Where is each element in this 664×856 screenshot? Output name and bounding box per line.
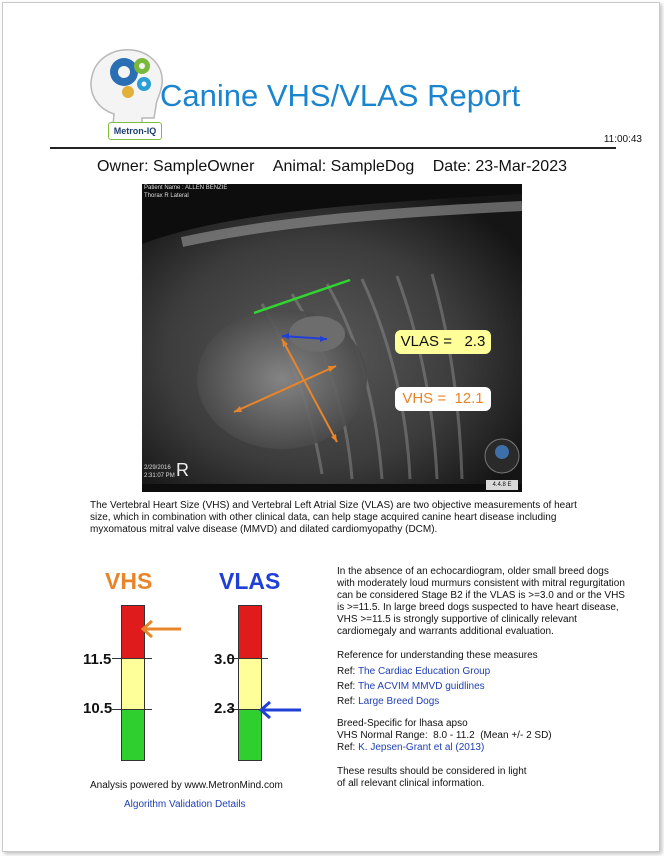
breed-heading: Breed-Specific for lhasa apso [337,718,468,729]
vlas-scale-bar [238,605,262,761]
closing-line-2: of all relevant clinical information. [337,778,485,789]
staging-paragraph: In the absence of an echocardiogram, older small breed dogs with moderately loud murmurs consistent with mitral regurgitation can be considered Stage B2 if the VLAS is >=3.0 and or the VHS is >=11.5. In large breed dogs suspected to have heart disease, VHS >=11.5 is strongly supportive of clinically relevant cardiomegaly and warrants additional evaluation. [337,566,625,637]
vlas-upper-threshold: 3.0 [214,651,235,668]
date-field: Date: 23-Mar-2023 [432,158,567,175]
xray-view: Thorax R Lateral [144,193,189,199]
vhs-zone-mid [122,659,144,710]
ref-link-acvim-guidelines[interactable]: The ACVIM MMVD guidlines [357,681,485,692]
vhs-upper-tick [112,658,152,659]
vhs-scale-title: VHS [105,568,153,594]
report-time: 11:00:43 [603,134,642,145]
animal-field: Animal: SampleDog [272,158,415,175]
vhs-value-arrow [138,619,182,639]
reference-heading: Reference for understanding these measures [337,650,538,661]
xray-time: 2:31:07 PM [144,473,175,479]
interpretation-column [337,566,627,790]
vlas-scale-title: VLAS [219,568,281,594]
radiograph-image [142,184,522,492]
xray-date: 2/29/2016 [144,465,171,471]
ref-link-jepsen-grant[interactable]: K. Jepsen-Grant et al (2013) [358,742,485,753]
vhs-upper-threshold: 11.5 [83,651,112,668]
closing-line-1: These results should be considered in light [337,766,527,777]
header-divider [50,147,616,149]
vhs-lower-tick [112,709,152,710]
patient-info [0,158,664,176]
ref-link-large-breed-dogs[interactable]: Large Breed Dogs [358,696,440,707]
xray-header [144,184,227,200]
intro-paragraph: The Vertebral Heart Size (VHS) and Vertebral Left Atrial Size (VLAS) are two objective measurements of heart size, which in combination with other clinical data, can help stage acquired canine heart disease including myxomatous mitral valve disease (MMVD) and dilated cardiomyopathy (DCM). [90,500,577,535]
algorithm-validation-link[interactable]: Algorithm Validation Details [124,799,246,810]
vhs-lower-threshold: 10.5 [83,700,113,717]
ref-prefix: Ref: [337,742,356,753]
owner-field: Owner: SampleOwner [97,158,255,175]
vlas-measurement-label: VLAS = 2.3 [395,330,491,354]
ref-line-1 [337,666,627,678]
vhs-zone-low [122,710,144,760]
xray-version: 4.4.8 E [492,482,512,488]
normal-range: VHS Normal Range: 8.0 - 11.2 (Mean +/- 2 SD) [337,730,552,741]
ref-prefix: Ref: [337,681,356,692]
vhs-measurement-label: VHS = 12.1 [395,387,491,411]
side-marker: R [176,460,189,480]
ref-link-cardiac-education-group[interactable]: The Cardiac Education Group [357,666,491,677]
vlas-lower-threshold: 2.3 [214,700,235,717]
powered-by-text: Analysis powered by www.MetronMind.com [90,780,283,791]
vlas-zone-high [239,606,261,659]
page-title: Canine VHS/VLAS Report [160,78,521,113]
ref-prefix: Ref: [337,696,356,707]
ref-line-3 [337,696,627,708]
xray-timestamp [144,464,175,480]
logo-badge: Metron-IQ [108,122,162,140]
ref-line-2 [337,681,627,693]
ref-prefix: Ref: [337,666,356,677]
breed-ref-line [337,742,627,754]
xray-patient-name: Patient Name : ALLEN BENZIE [144,185,228,191]
vlas-value-arrow [256,700,302,720]
